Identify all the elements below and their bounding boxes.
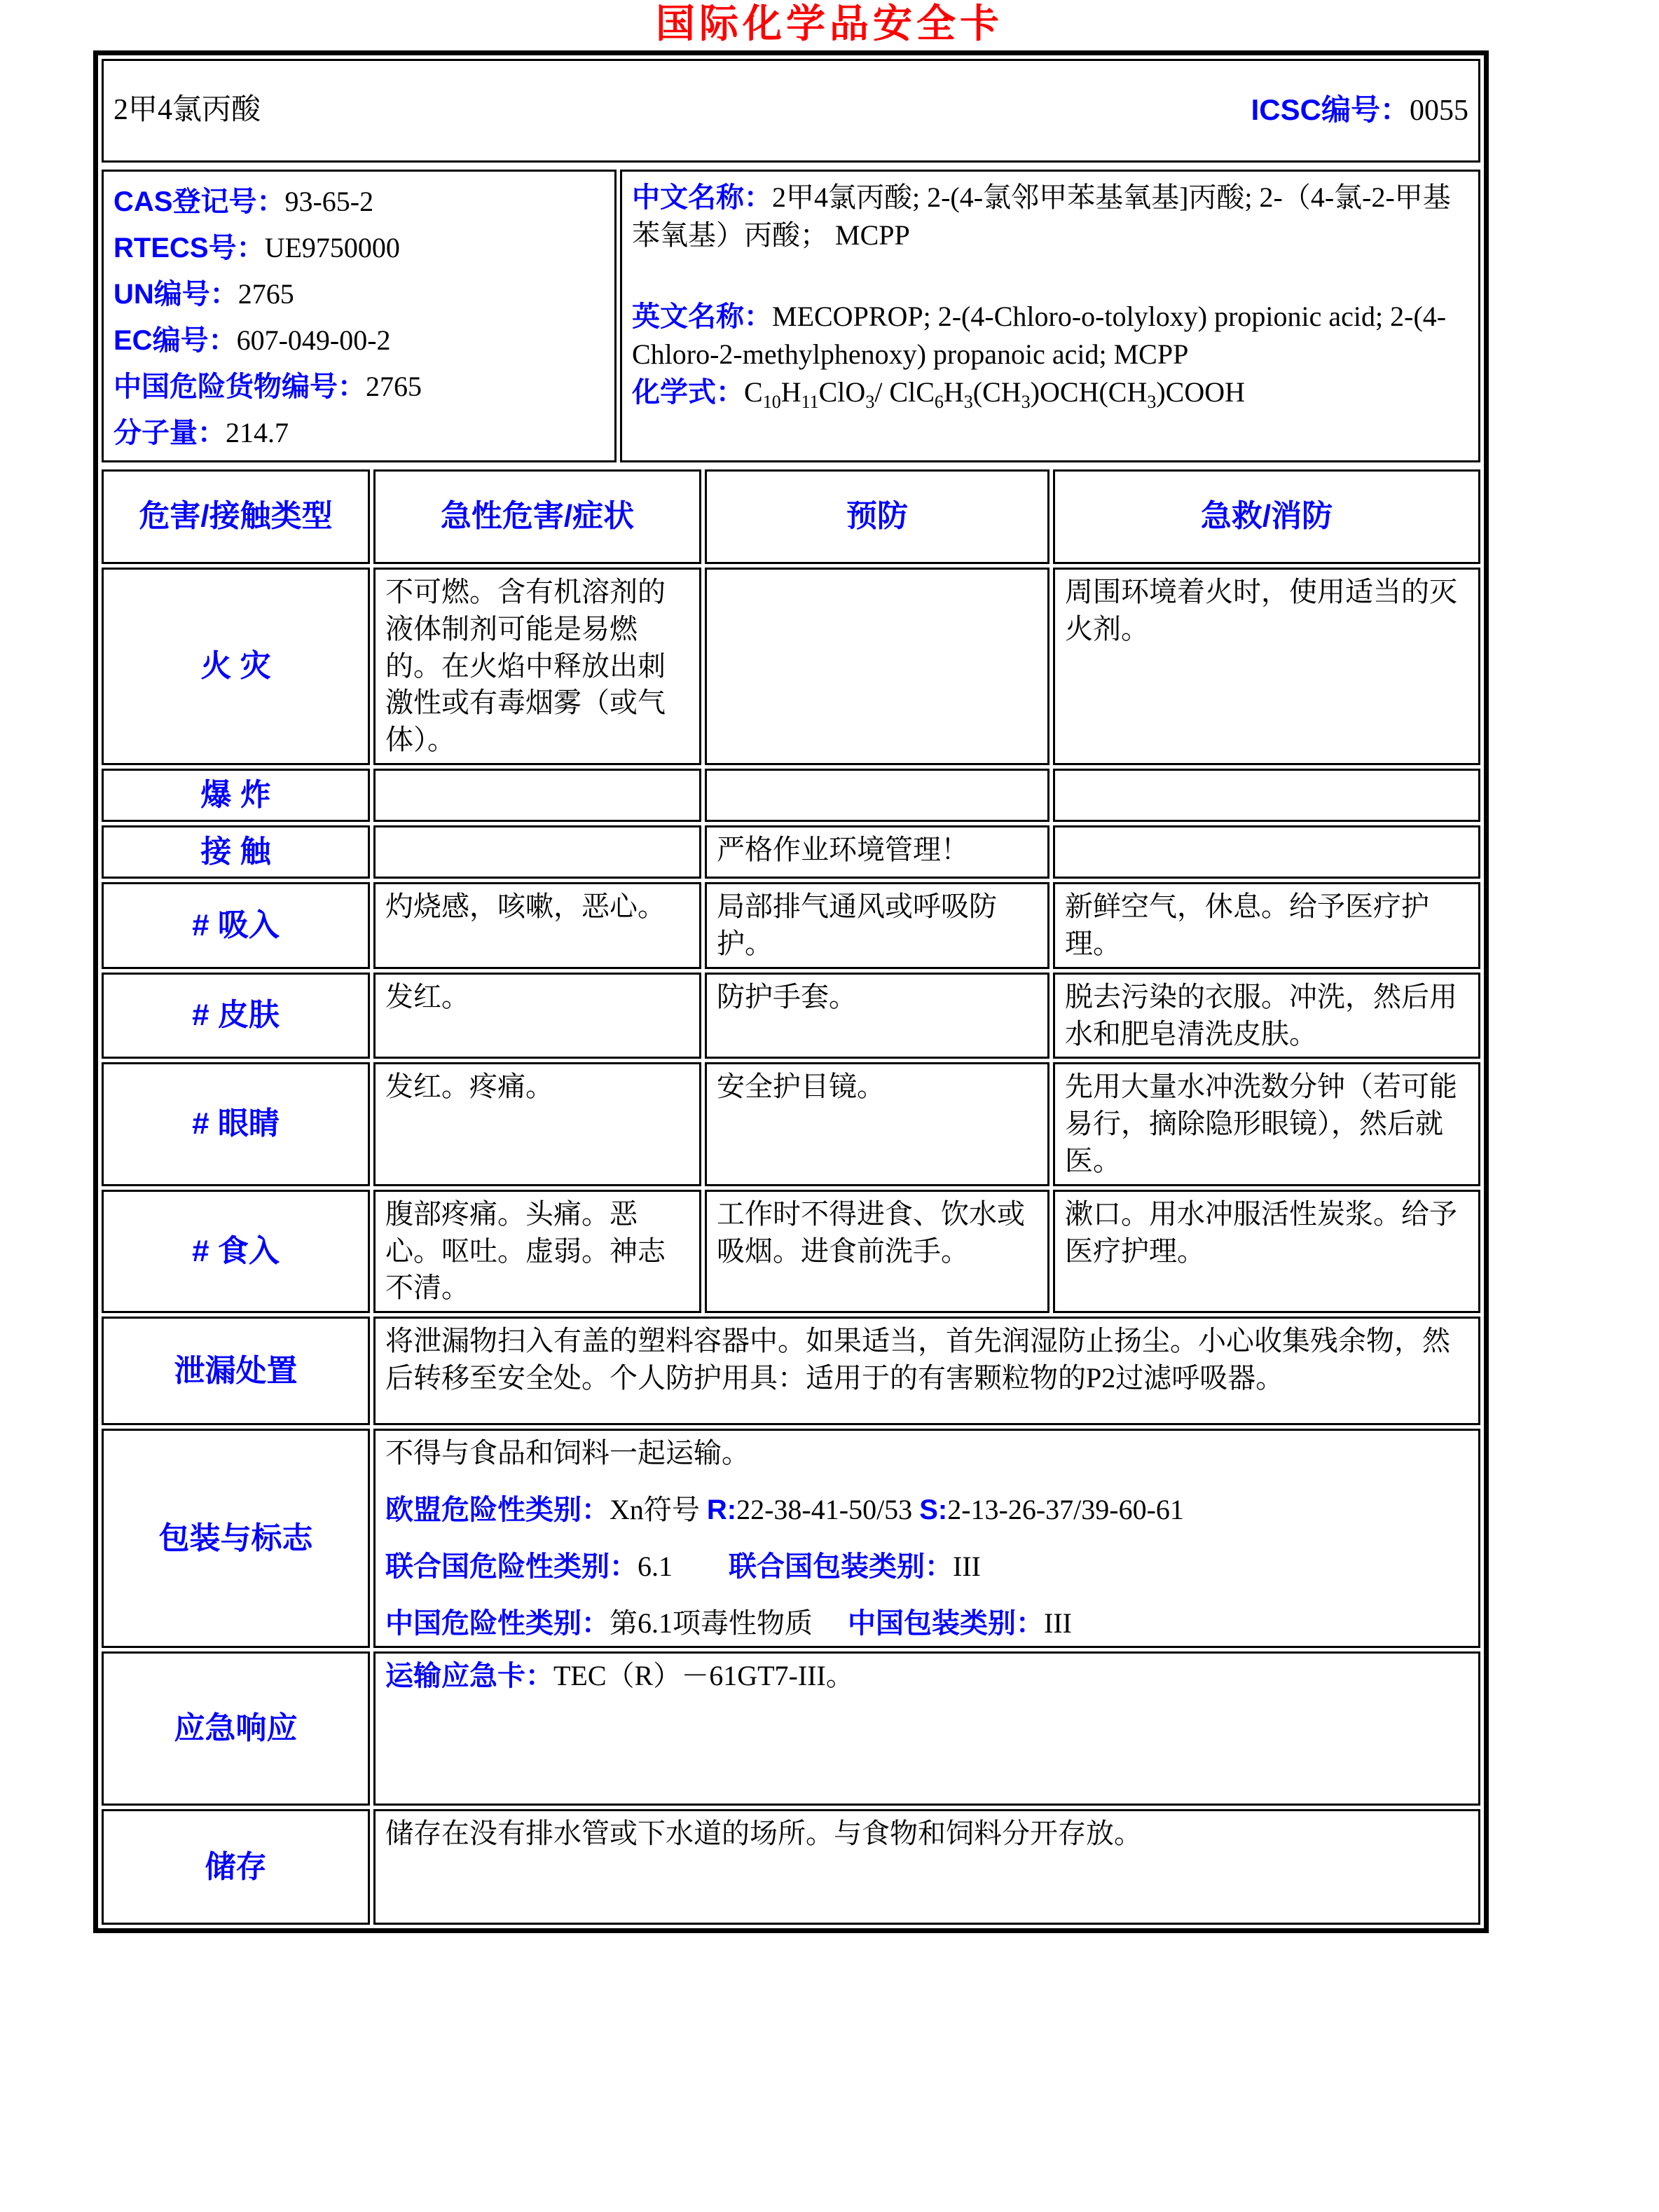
substance-name: 2甲4氯丙酸: [113, 94, 261, 127]
header-band-table: [98, 55, 1484, 166]
row-skin: [102, 973, 1480, 1059]
exposure-symptoms: [373, 825, 701, 879]
molecular-weight: 分子量：214.7: [113, 417, 289, 448]
rtecs-number: RTECS号：UE9750000: [113, 232, 400, 263]
col-header-hazard-type: 危害/接触类型: [102, 469, 370, 564]
col-header-prevention: 预防: [705, 469, 1049, 564]
icsc-value: 0055: [1410, 95, 1468, 128]
row-label-exposure: 接 触: [102, 825, 370, 879]
row-label-emergency-response: 应急响应: [102, 1651, 370, 1806]
ingestion-firstaid: 漱口。用水冲服活性炭浆。给予医疗护理。: [1053, 1190, 1480, 1313]
exposure-firstaid: [1053, 825, 1480, 879]
china-dg-number: 中国危险货物编号：2765: [113, 371, 422, 402]
row-label-inhalation: # 吸入: [102, 882, 370, 969]
fire-symptoms: 不可燃。含有机溶剂的液体制剂可能是易燃的。在火焰中释放出刺激性或有毒烟雾（或气体）。: [373, 568, 701, 765]
spillage-content: 将泄漏物扫入有盖的塑料容器中。如果适当，首先润湿防止扬尘。小心收集残余物，然后转移至安全处。个人防护用具：适用于的有害颗粒物的P2过滤呼吸器。: [373, 1317, 1480, 1425]
fire-firstaid: 周围环境着火时，使用适当的灭火剂。: [1053, 568, 1480, 765]
eyes-prevention: 安全护目镜。: [705, 1062, 1049, 1186]
skin-firstaid: 脱去污染的衣服。冲洗，然后用水和肥皂清洗皮肤。: [1053, 973, 1480, 1059]
emergency-response-content: 运输应急卡：TEC（R）－61GT7-III。: [373, 1651, 1480, 1806]
row-inhalation: [102, 882, 1480, 969]
inhalation-prevention: 局部排气通风或呼吸防护。: [705, 882, 1049, 969]
row-label-skin: # 皮肤: [102, 973, 370, 1059]
chemical-formula: 化学式：$C_{10}H_{11}ClO_3/$ $ClC_6H_3(CH_3)OCH(CH_3)COOH$: [632, 376, 1246, 412]
names-cell: [620, 170, 1480, 462]
row-label-spillage: 泄漏处置: [102, 1317, 370, 1425]
row-storage: [102, 1809, 1480, 1925]
storage-content: 储存在没有排水管或下水道的场所。与食物和饲料分开存放。: [373, 1809, 1480, 1925]
row-explosion: [102, 769, 1480, 822]
exposure-prevention: 严格作业环境管理！: [705, 825, 1049, 879]
formula-value: $C_{10}H_{11}ClO_3/$ $ClC_6H_3(CH_3)OCH(CH_3)COOH$: [744, 376, 1246, 412]
inhalation-symptoms: 灼烧感，咳嗽，恶心。: [373, 882, 701, 969]
un-number: UN编号：2765: [113, 278, 294, 310]
hazard-header-row: [102, 469, 1480, 564]
registry-numbers-cell: [102, 170, 617, 462]
explosion-symptoms: [373, 769, 701, 822]
explosion-prevention: [705, 769, 1049, 822]
cas-number: CAS登记号：93-65-2: [113, 186, 374, 217]
eyes-firstaid: 先用大量水冲洗数分钟（若可能易行，摘除隐形眼镜），然后就医。: [1053, 1062, 1480, 1186]
row-label-ingestion: # 食入: [102, 1190, 370, 1313]
hazard-table: [98, 466, 1484, 1928]
explosion-firstaid: [1053, 769, 1480, 822]
inhalation-firstaid: 新鲜空气，休息。给予医疗护理。: [1053, 882, 1480, 969]
chinese-name: 中文名称：2甲4氯丙酸; 2-(4-氯邻甲苯基氧基]丙酸; 2-（4-氯-2-甲基苯氧基）丙酸； MCPP: [632, 181, 1451, 251]
identifiers-table: [98, 166, 1484, 466]
english-name: 英文名称：MECOPROP; 2-(4-Chloro-o-tolyloxy) propionic acid; 2-(4-Chloro-2-methylphenoxy) propanoic acid; MCPP: [632, 301, 1447, 370]
col-header-symptoms: 急性危害/症状: [373, 469, 701, 564]
row-spillage: [102, 1317, 1480, 1425]
ec-number: EC编号：607-049-00-2: [113, 324, 391, 356]
icsc-label: ICSC编号：: [1251, 93, 1410, 127]
page-title: 国际化学品安全卡: [656, 1, 1003, 46]
row-fire: [102, 568, 1480, 765]
row-eyes: [102, 1062, 1480, 1186]
ingestion-prevention: 工作时不得进食、饮水或吸烟。进食前洗手。: [705, 1190, 1049, 1313]
header-band-cell: [102, 59, 1480, 163]
icsc-number: [1251, 90, 1468, 130]
ingestion-symptoms: 腹部疼痛。头痛。恶心。呕吐。虚弱。神志不清。: [373, 1190, 701, 1313]
skin-prevention: 防护手套。: [705, 973, 1049, 1059]
row-label-fire: 火 灾: [102, 568, 370, 765]
fire-prevention: [705, 568, 1049, 765]
row-label-eyes: # 眼睛: [102, 1062, 370, 1186]
row-label-explosion: 爆 炸: [102, 769, 370, 822]
row-emergency-response: [102, 1651, 1480, 1806]
row-label-storage: 储存: [102, 1809, 370, 1925]
eyes-symptoms: 发红。疼痛。: [373, 1062, 701, 1186]
row-exposure: [102, 825, 1480, 879]
safety-card: [93, 50, 1489, 1933]
row-label-packaging: 包装与标志: [102, 1429, 370, 1648]
skin-symptoms: 发红。: [373, 973, 701, 1059]
row-packaging: [102, 1429, 1480, 1648]
packaging-content: 不得与食品和饲料一起运输。 欧盟危险性类别：Xn符号 R:22-38-41-50/53 S:2-13-26-37/39-60-61 联合国危险性类别：6.1 联合国包装类别：III 中国危险性类别：第6.1项毒性物质 中国包装类别：III: [373, 1429, 1480, 1648]
row-ingestion: [102, 1190, 1480, 1313]
col-header-firstaid: 急救/消防: [1053, 469, 1480, 564]
